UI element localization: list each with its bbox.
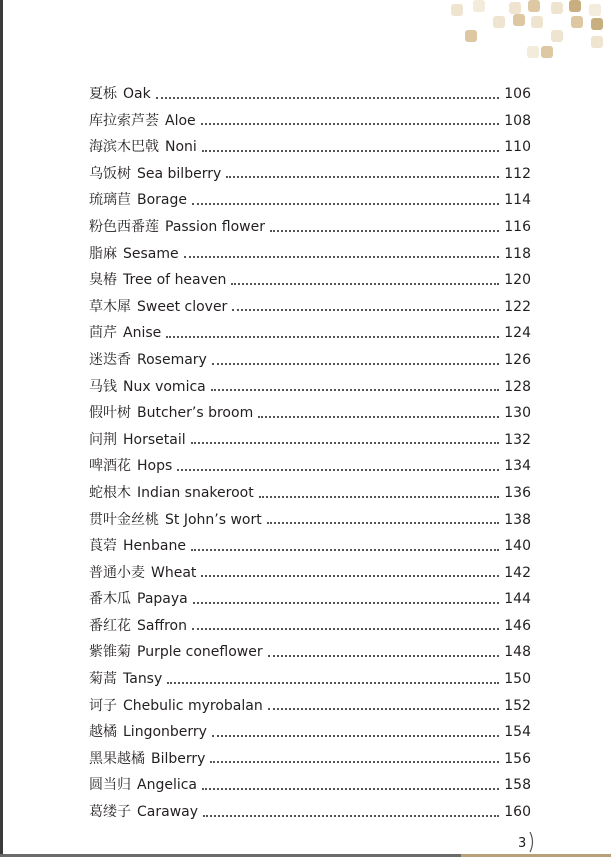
toc-dot-leader <box>167 681 499 684</box>
toc-entry <box>89 586 531 613</box>
decor-square <box>528 0 540 12</box>
toc-dot-leader <box>193 601 499 604</box>
toc-dot-leader <box>226 175 499 178</box>
decor-square <box>513 14 525 26</box>
toc-dot-leader <box>232 308 499 311</box>
toc-entry-chinese-name: 圆当归 <box>89 777 131 794</box>
toc-entry-chinese-name: 草木犀 <box>89 298 131 315</box>
toc-entry-english-name: Sesame <box>123 245 179 262</box>
decor-square <box>527 46 539 58</box>
decor-square <box>589 4 601 16</box>
toc-entry-chinese-name: 问荆 <box>89 431 117 448</box>
toc-entry <box>89 241 531 268</box>
toc-entry <box>89 294 531 321</box>
toc-entry <box>89 560 531 587</box>
toc-entry-english-name: Anise <box>123 325 162 342</box>
toc-entry-english-name: Passion flower <box>165 218 265 235</box>
toc-entry-page-number: 108 <box>504 112 531 129</box>
toc-entry-english-name: Angelica <box>137 777 198 794</box>
toc-entry <box>89 507 531 534</box>
toc-entry-page-number: 148 <box>504 644 531 661</box>
toc-entry-english-name: Hops <box>137 458 173 475</box>
toc-dot-leader <box>166 335 499 338</box>
toc-entry-english-name: Henbane <box>123 538 186 555</box>
toc-dot-leader <box>231 282 499 285</box>
toc-entry-page-number: 120 <box>504 272 531 289</box>
toc-entry-page-number: 160 <box>504 804 531 821</box>
toc-entry-page-number: 150 <box>504 671 531 688</box>
toc-entry-english-name: Oak <box>123 86 151 102</box>
decor-square <box>541 46 553 58</box>
toc-entry <box>89 772 531 799</box>
toc-entry-english-name: Noni <box>165 139 197 156</box>
toc-entry-page-number: 136 <box>504 484 531 501</box>
toc-entry-page-number: 140 <box>504 538 531 555</box>
toc-entry-english-name: Papaya <box>137 591 188 608</box>
toc-entry-page-number: 156 <box>504 750 531 767</box>
toc-entry-chinese-name: 葛缕子 <box>89 804 131 821</box>
toc-dot-leader <box>203 814 499 817</box>
toc-dot-leader <box>191 441 499 444</box>
decorative-square-pattern <box>451 0 611 62</box>
toc-entry-english-name: Horsetail <box>123 431 186 448</box>
decor-square <box>465 30 477 42</box>
toc-dot-leader <box>258 415 499 418</box>
toc-entry-english-name: Lingonberry <box>123 724 207 741</box>
toc-entry-english-name: Sweet clover <box>137 298 228 315</box>
toc-entry-page-number: 116 <box>504 218 531 235</box>
toc-entry-chinese-name: 番木瓜 <box>89 591 131 608</box>
toc-entry <box>89 799 531 826</box>
toc-entry-chinese-name: 臭椿 <box>89 272 117 289</box>
toc-entry-chinese-name: 莨菪 <box>89 538 117 555</box>
toc-entry-english-name: Purple coneflower <box>137 644 263 661</box>
toc-entry <box>89 134 531 161</box>
toc-entry-chinese-name: 脂麻 <box>89 245 117 262</box>
toc-dot-leader <box>267 521 499 524</box>
toc-entry-page-number: 144 <box>504 591 531 608</box>
toc-entry-english-name: Saffron <box>137 617 187 634</box>
toc-dot-leader <box>156 96 499 99</box>
toc-entry-page-number: 128 <box>504 378 531 395</box>
toc-entry-english-name: Borage <box>137 192 188 209</box>
toc-entry <box>89 161 531 188</box>
toc-dot-leader <box>210 760 499 763</box>
toc-entry <box>89 480 531 507</box>
toc-dot-leader <box>211 388 499 391</box>
toc-dot-leader <box>212 362 499 365</box>
decor-square <box>591 18 603 30</box>
decor-square <box>551 2 563 14</box>
toc-dot-leader <box>270 229 499 232</box>
toc-dot-leader <box>202 787 499 790</box>
toc-dot-leader <box>201 122 499 125</box>
toc-entry <box>89 453 531 480</box>
toc-entry-page-number: 146 <box>504 617 531 634</box>
toc-dot-leader <box>212 734 499 737</box>
toc-entry-chinese-name: 番红花 <box>89 617 131 634</box>
toc-dot-leader <box>192 202 499 205</box>
toc-entry-page-number: 130 <box>504 405 531 422</box>
page-spine-edge <box>0 0 3 857</box>
toc-entry-page-number: 118 <box>504 245 531 262</box>
toc-entry-english-name: Aloe <box>165 112 196 129</box>
toc-entry-english-name: Tree of heaven <box>123 272 227 289</box>
page-number: 3 <box>518 836 527 851</box>
decor-square <box>451 4 463 16</box>
toc-entry <box>89 693 531 720</box>
toc-entry-page-number: 138 <box>504 511 531 528</box>
decor-square <box>509 2 521 14</box>
toc-entry-page-number: 126 <box>504 351 531 368</box>
decor-square <box>569 0 581 12</box>
table-of-contents <box>89 81 531 826</box>
toc-dot-leader <box>184 255 499 258</box>
toc-entry-chinese-name: 越橘 <box>89 724 117 741</box>
toc-entry-english-name: Sea bilberry <box>137 165 222 182</box>
toc-entry <box>89 666 531 693</box>
toc-entry-chinese-name: 茴芹 <box>89 325 117 342</box>
toc-entry <box>89 374 531 401</box>
toc-entry-page-number: 122 <box>504 298 531 315</box>
toc-entry <box>89 639 531 666</box>
toc-dot-leader <box>201 574 499 577</box>
toc-entry-english-name: Indian snakeroot <box>137 484 254 501</box>
toc-entry <box>89 267 531 294</box>
toc-entry-english-name: Caraway <box>137 804 199 821</box>
toc-dot-leader <box>259 495 499 498</box>
toc-entry-page-number: 132 <box>504 431 531 448</box>
toc-entry-page-number: 152 <box>504 697 531 714</box>
toc-entry-chinese-name: 蛇根木 <box>89 484 131 501</box>
toc-entry-chinese-name: 菊蒿 <box>89 671 117 688</box>
toc-entry-english-name: Butcher’s broom <box>137 405 254 422</box>
decor-square <box>571 16 583 28</box>
toc-entry <box>89 746 531 773</box>
toc-entry-english-name: Bilberry <box>151 750 206 767</box>
toc-entry <box>89 81 531 108</box>
toc-entry-chinese-name: 普通小麦 <box>89 564 145 581</box>
toc-entry <box>89 187 531 214</box>
toc-entry-page-number: 106 <box>504 86 531 102</box>
toc-entry-chinese-name: 库拉索芦荟 <box>89 112 159 129</box>
toc-entry-chinese-name: 乌饭树 <box>89 165 131 182</box>
toc-entry-english-name: Rosemary <box>137 351 207 368</box>
toc-entry-english-name: Nux vomica <box>123 378 206 395</box>
decor-square <box>591 36 603 48</box>
toc-entry-page-number: 158 <box>504 777 531 794</box>
toc-entry <box>89 533 531 560</box>
toc-entry-page-number: 142 <box>504 564 531 581</box>
toc-entry-english-name: Tansy <box>123 671 163 688</box>
toc-entry-english-name: Wheat <box>151 564 197 581</box>
toc-entry-page-number: 110 <box>504 139 531 156</box>
decor-square <box>493 16 505 28</box>
toc-entry-chinese-name: 粉色西番莲 <box>89 218 159 235</box>
toc-dot-leader <box>177 468 499 471</box>
toc-entry <box>89 320 531 347</box>
toc-entry-page-number: 134 <box>504 458 531 475</box>
decor-square <box>531 16 543 28</box>
toc-entry-page-number: 112 <box>504 165 531 182</box>
toc-entry-english-name: Chebulic myrobalan <box>123 697 263 714</box>
toc-entry-chinese-name: 海滨木巴戟 <box>89 139 159 156</box>
toc-dot-leader <box>268 654 499 657</box>
page-number-bracket-icon <box>529 831 535 853</box>
toc-entry-page-number: 114 <box>504 192 531 209</box>
toc-entry-chinese-name: 紫锥菊 <box>89 644 131 661</box>
toc-entry-english-name: St John’s wort <box>165 511 262 528</box>
toc-entry <box>89 613 531 640</box>
toc-entry-chinese-name: 马钱 <box>89 378 117 395</box>
toc-entry-chinese-name: 假叶树 <box>89 405 131 422</box>
toc-entry-chinese-name: 琉璃苣 <box>89 192 131 209</box>
toc-entry-chinese-name: 啤酒花 <box>89 458 131 475</box>
toc-dot-leader <box>192 627 499 630</box>
toc-entry <box>89 347 531 374</box>
toc-dot-leader <box>268 707 499 710</box>
decor-square <box>551 30 563 42</box>
toc-entry-page-number: 124 <box>504 325 531 342</box>
decor-square <box>473 0 485 12</box>
toc-entry <box>89 719 531 746</box>
toc-entry <box>89 427 531 454</box>
toc-dot-leader <box>202 149 499 152</box>
toc-entry <box>89 400 531 427</box>
toc-entry-chinese-name: 迷迭香 <box>89 351 131 368</box>
toc-entry <box>89 214 531 241</box>
toc-entry-chinese-name: 诃子 <box>89 697 117 714</box>
toc-entry-chinese-name: 夏栎 <box>89 86 117 102</box>
toc-entry-chinese-name: 贯叶金丝桃 <box>89 511 159 528</box>
toc-dot-leader <box>191 548 499 551</box>
toc-entry-chinese-name: 黑果越橘 <box>89 750 145 767</box>
toc-entry-page-number: 154 <box>504 724 531 741</box>
toc-entry <box>89 108 531 135</box>
